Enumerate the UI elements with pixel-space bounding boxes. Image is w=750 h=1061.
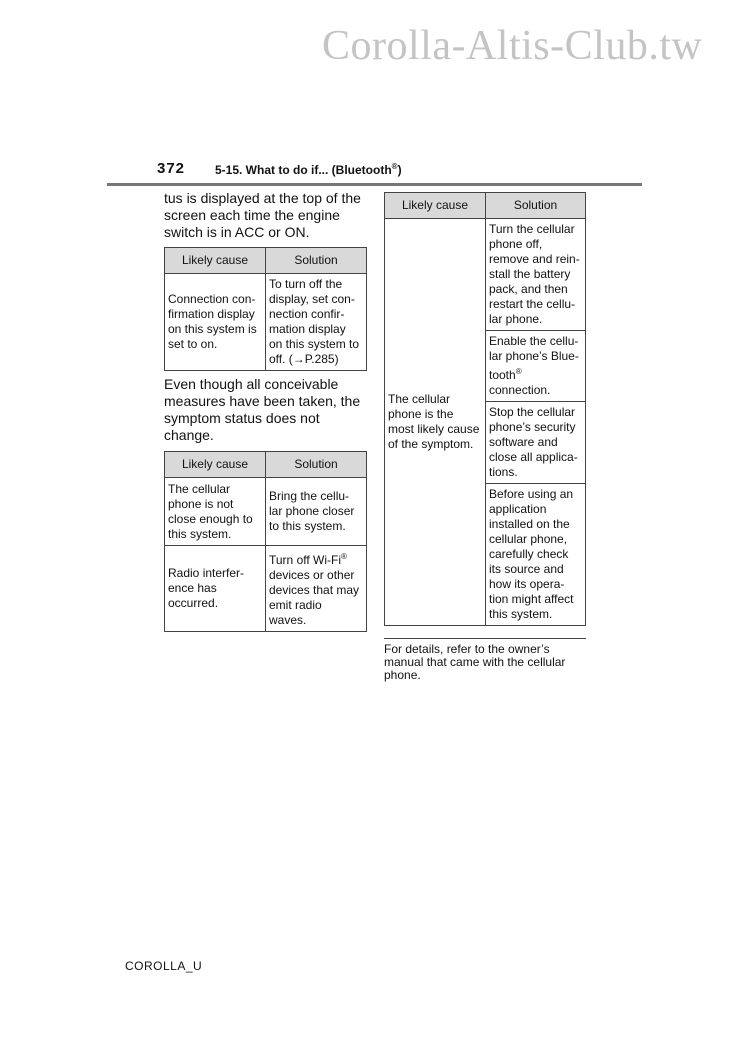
cell-line: tion might affect <box>489 592 574 606</box>
cell-line: connection. <box>489 383 551 397</box>
cell-line: this system. <box>168 526 232 541</box>
registered-mark: ® <box>391 162 398 171</box>
cell-line: this system. <box>489 607 553 621</box>
text-line: measures have been taken, the <box>164 393 361 409</box>
section-title-end: ) <box>397 163 402 177</box>
text-line: For details, refer to the owner’s <box>384 642 550 656</box>
cell-line: To turn off the <box>269 277 343 291</box>
cell-line: installed on the <box>489 517 570 531</box>
cell-line: devices or other <box>269 568 355 582</box>
table-row <box>165 546 367 632</box>
cause-cell <box>165 478 266 546</box>
text-line: screen each time the engine <box>164 207 340 223</box>
cell-line: application <box>489 502 547 516</box>
footnote-rule <box>384 638 586 639</box>
cell-line: Radio interfer- <box>168 566 245 580</box>
cell-line: tions. <box>489 465 518 479</box>
text-line: symptom status does not <box>164 410 320 426</box>
header-solution: Solution <box>486 193 586 219</box>
section-title <box>215 162 402 177</box>
table-header-row <box>165 248 367 274</box>
header-likely-cause: Likely cause <box>165 452 266 478</box>
header-rule <box>107 183 642 186</box>
watermark: Corolla-Altis-Club.tw <box>322 23 703 69</box>
cell-line: The cellular <box>168 481 231 496</box>
registered-mark: ® <box>341 552 347 561</box>
cell-line: Before using an <box>489 487 574 501</box>
document-id: COROLLA_U <box>125 959 203 973</box>
table-most-likely-cause <box>384 192 586 626</box>
cell-line: close all applica- <box>489 450 578 464</box>
cell-line <box>489 364 582 383</box>
table-symptom-persists <box>164 451 367 632</box>
table-header-row <box>385 193 586 219</box>
middle-paragraph <box>164 376 369 444</box>
cell-line: on this system is <box>168 322 257 336</box>
cell-line: emit radio <box>269 598 322 612</box>
cell-line: on this system to <box>269 337 360 351</box>
text-line: manual that came with the cellular <box>384 655 566 669</box>
page-header <box>157 157 642 183</box>
solution-cell <box>486 219 586 331</box>
cell-line: pack, and then <box>489 282 568 296</box>
solution-cell <box>266 546 367 632</box>
header-likely-cause: Likely cause <box>165 248 266 274</box>
text-line: tus is displayed at the top of the <box>164 190 361 206</box>
table-row <box>165 478 367 546</box>
cell-line: The cellular <box>388 392 451 406</box>
header-likely-cause: Likely cause <box>385 193 486 219</box>
wifi-text: Turn off Wi-Fi <box>269 553 342 567</box>
section-title-text: 5-15. What to do if... (Bluetooth <box>215 163 392 177</box>
header-solution: Solution <box>266 452 367 478</box>
cell-line: restart the cellu- <box>489 297 576 311</box>
intro-paragraph <box>164 190 364 241</box>
cell-line: Bring the cellu- <box>269 489 350 503</box>
solution-cell <box>486 484 586 626</box>
cell-line: Enable the cellu- <box>489 334 579 348</box>
cell-line: nection confir- <box>269 307 345 321</box>
table-row <box>165 274 367 371</box>
table-row <box>385 219 586 331</box>
page-number: 372 <box>157 160 186 177</box>
cell-line: phone’s security <box>489 420 576 434</box>
cell-line: display, set con- <box>269 292 355 306</box>
cell-line: occurred. <box>168 596 219 610</box>
cell-line: remove and rein- <box>489 252 580 266</box>
cell-line: lar phone’s Blue- <box>489 349 579 363</box>
solution-cell <box>266 478 367 546</box>
cell-line: devices that may <box>269 583 360 597</box>
cause-cell <box>165 274 266 371</box>
solution-cell <box>486 402 586 484</box>
cell-line: Connection con- <box>168 292 256 306</box>
cell-line: Stop the cellular <box>489 405 576 419</box>
cell-line: mation display <box>269 322 346 336</box>
cell-line: lar phone closer <box>269 504 355 518</box>
cell-line: phone off, <box>489 237 543 251</box>
solution-cell <box>266 274 367 371</box>
cell-line: phone is the <box>388 407 454 421</box>
cell-line: cellular phone, <box>489 532 568 546</box>
bluetooth-text: tooth <box>489 368 516 382</box>
cell-line <box>269 549 363 568</box>
cause-cell <box>165 546 266 632</box>
cause-cell <box>385 219 486 626</box>
cell-line: lar phone. <box>489 312 543 326</box>
cell-line: stall the battery <box>489 267 571 281</box>
cell-line: of the symptom. <box>388 437 474 451</box>
text-line: Even though all conceivable <box>164 376 339 392</box>
registered-mark: ® <box>515 367 522 376</box>
cell-line: ence has <box>168 581 217 595</box>
cell-line: firmation display <box>168 307 255 321</box>
cell-line: set to on. <box>168 337 218 351</box>
table-header-row <box>165 452 367 478</box>
text-line: phone. <box>384 668 421 682</box>
footnote <box>384 643 589 682</box>
cell-line: most likely cause <box>388 422 480 436</box>
solution-cell <box>486 331 586 402</box>
cell-line: how its opera- <box>489 577 565 591</box>
text-line: switch is in ACC or ON. <box>164 224 310 240</box>
cell-line: Turn the cellular <box>489 222 575 236</box>
cell-line: close enough to <box>168 511 253 526</box>
cell-line: waves. <box>269 613 307 627</box>
text-line: change. <box>164 427 214 443</box>
cell-line: phone is not <box>168 496 234 511</box>
cell-line: off. (→P.285) <box>269 352 339 366</box>
table-confirmation-display <box>164 247 367 371</box>
cell-line: software and <box>489 435 558 449</box>
cell-line: its source and <box>489 562 564 576</box>
cell-line: carefully check <box>489 547 569 561</box>
header-solution: Solution <box>266 248 367 274</box>
cell-line: to this system. <box>269 519 346 533</box>
